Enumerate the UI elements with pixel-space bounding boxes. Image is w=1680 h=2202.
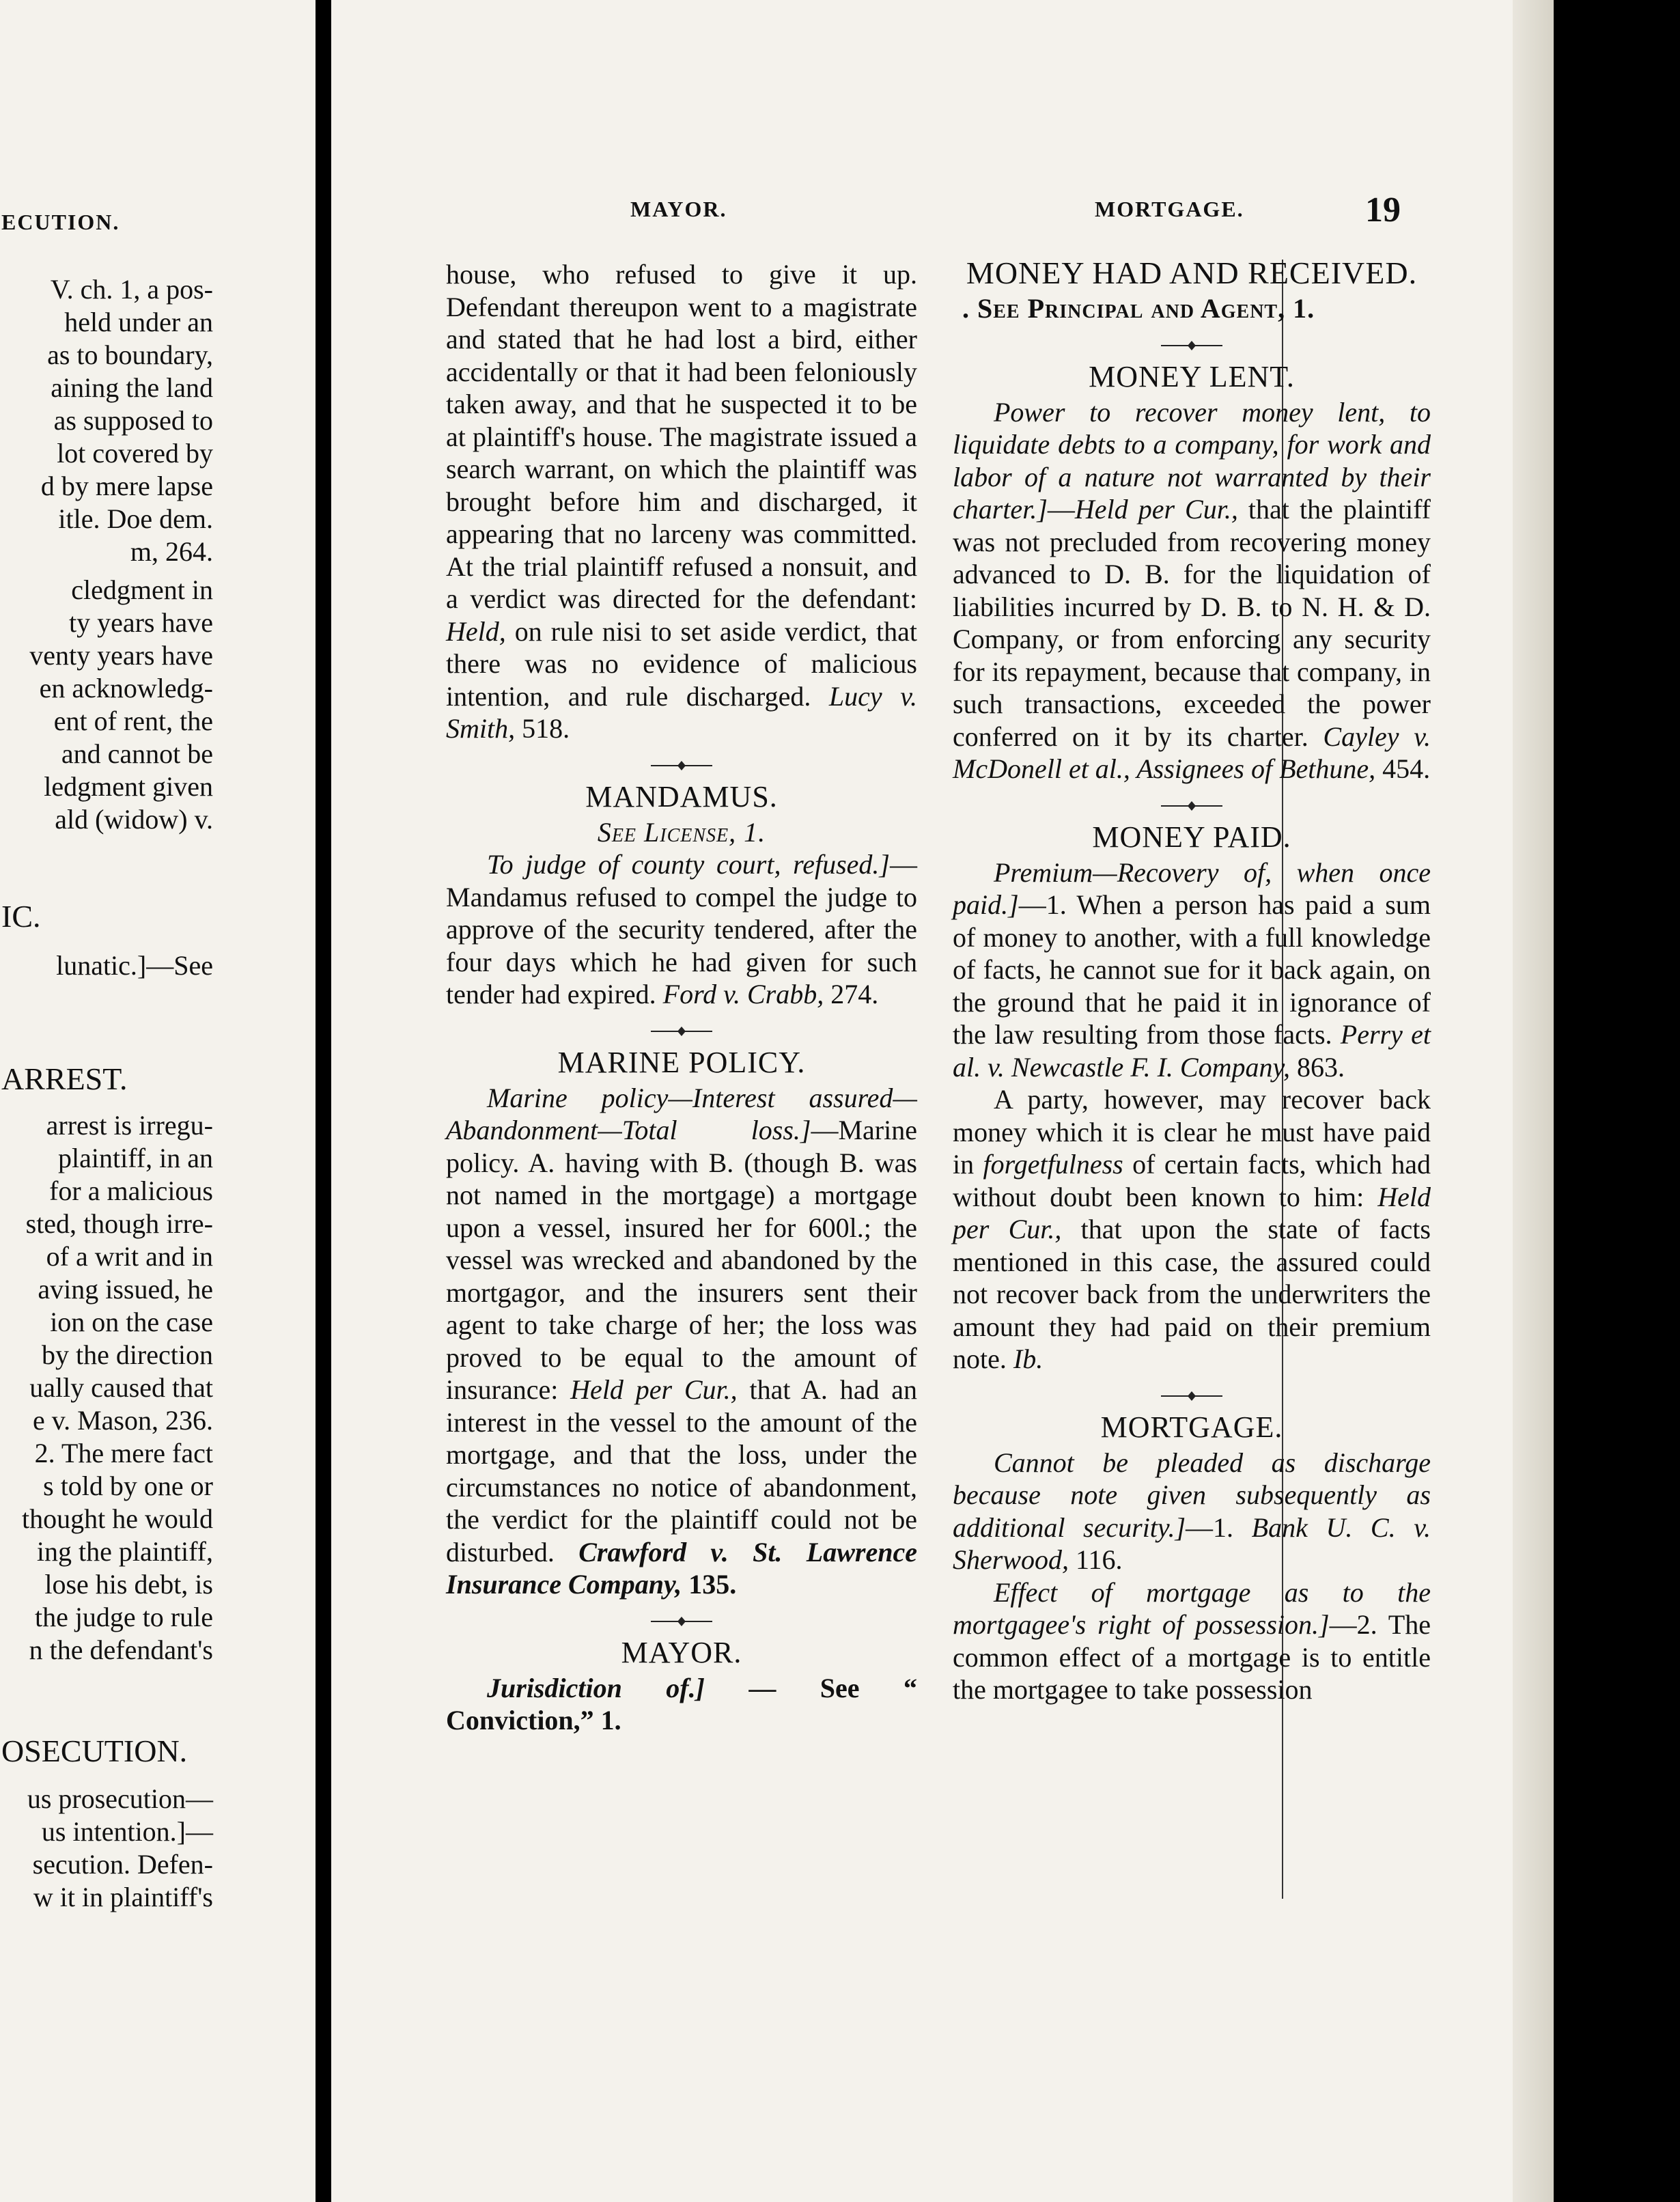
left-page-line: en acknowledg-	[39, 673, 213, 703]
left-page-line: us intention.]—	[41, 1816, 213, 1847]
left-page-line: e v. Mason, 236.	[32, 1405, 213, 1436]
marine-policy-paragraph: Marine policy—Interest assured—Abandonment—Total loss.]—Marine policy. A. having with B. (though B. was not named in the mortgage) a mortgage upon a vessel, insured her for 600l.; the vessel was wrecked and abandoned by the mortgagor, and the insurers sent their agent to take charge of her; the loss was proved to be equal to the amount of insurance: Held per Cur., that A. had an interest in the vessel to the amount of the mortgage, and that the loss, under the circumstances no notice of abandonment, the verdict for the plaintiff could not be disturbed. Crawford v. St. Lawrence Insurance Company, 135.	[446, 1082, 918, 1600]
left-page-line: aining the land	[51, 372, 213, 403]
left-page-line: cledgment in	[71, 574, 213, 605]
left-page-line: ent of rent, the	[53, 706, 213, 736]
left-page-line: ARREST.	[1, 1061, 128, 1096]
heading-money-had-and-received: MONEY HAD AND RECEIVED.	[966, 255, 1418, 290]
left-page-line: OSECUTION.	[1, 1733, 188, 1768]
heading-money-lent: MONEY LENT.	[1089, 359, 1295, 393]
page-number: 19	[1365, 191, 1401, 229]
heading-marine-policy: MARINE POLICY.	[557, 1045, 806, 1079]
left-page-line: as to boundary,	[47, 339, 213, 370]
ornament-divider	[647, 1613, 716, 1630]
left-page-line: of a writ and in	[46, 1241, 213, 1272]
column-right	[953, 254, 1431, 1706]
heading-money-paid: MONEY PAID.	[1092, 820, 1291, 854]
mayor-paragraph: Jurisdiction of.] — See “ Conviction,” 1.	[446, 1672, 917, 1736]
left-page-line: ty years have	[68, 607, 213, 638]
left-page-line: sted, though irre-	[25, 1208, 213, 1239]
ornament-divider	[647, 757, 716, 774]
left-page-line: by the direction	[41, 1339, 213, 1370]
left-page-line: plaintiff, in an	[58, 1143, 213, 1173]
left-page-line: n the defendant's	[29, 1634, 213, 1665]
heading-mortgage: MORTGAGE.	[1100, 1410, 1283, 1444]
left-page-line: ually caused that	[29, 1372, 213, 1403]
left-page-line: the judge to rule	[34, 1602, 213, 1632]
left-page-line: aving issued, he	[38, 1274, 213, 1305]
left-page-line: m, 264.	[130, 536, 213, 567]
money-paid-paragraph-1: Premium—Recovery of, when once paid.]—1. When a person has paid a sum of money to another, with a full knowledge of facts, he cannot sue for it back again, on the ground that he paid it in ignorance of the law resulting from those facts. Perry et al. v. Newcastle F. I. Company, 863.	[953, 856, 1431, 1083]
left-page-line: as supposed to	[53, 405, 213, 436]
ornament-divider	[1158, 798, 1226, 814]
column-left	[446, 258, 917, 1737]
mortgage-paragraph-2: Effect of mortgage as to the mortgagee's right of possession.]—2. The common effect of a mortgage is to entitle the mortgagee to take possession	[953, 1576, 1431, 1705]
left-page-line: d by mere lapse	[40, 471, 213, 501]
continued-paragraph: house, who refused to give it up. Defendant thereupon went to a magistrate and stated that he had lost a bird, either accidentally or that it had been feloniously taken away, and that he suspected it to be at plaintiff's house. The magistrate issued a search warrant, on which the plaintiff was brought before him and discharged, it appearing that no larceny was committed. At the trial plaintiff refused a nonsuit, and a verdict was directed for the defendant: Held, on rule nisi to set aside verdict, that there was no evidence of malicious intention, and rule discharged. Lucy v. Smith, 518.	[446, 259, 917, 744]
left-page-line: lunatic.]—See	[56, 950, 213, 981]
running-header-left: MAYOR.	[630, 197, 727, 221]
left-page-fragment	[0, 0, 316, 2202]
main-page	[331, 0, 1554, 2202]
left-page-line: held under an	[64, 307, 213, 337]
left-page-line: for a malicious	[49, 1175, 213, 1206]
left-page-line: venty years have	[29, 640, 213, 671]
left-page-line: w it in plaintiff's	[33, 1882, 213, 1912]
left-page-line: thought he would	[22, 1503, 213, 1534]
see-reference: See License, 1.	[597, 816, 766, 848]
left-page-line: ing the plaintiff,	[36, 1536, 213, 1567]
money-paid-paragraph-2: A party, however, may recover back money which it is clear he must have paid in forgetfulness of certain facts, which had without doubt been known to him: Held per Cur., that upon the state of facts mentioned in this case, the assured could not recover back from the underwriters the amount they had paid on their premium note. Ib.	[953, 1084, 1431, 1374]
ornament-divider	[647, 1023, 716, 1040]
left-page-line: s told by one or	[43, 1471, 213, 1501]
left-page-line: ECUTION.	[1, 210, 120, 234]
see-reference: . See Principal and Agent, 1.	[962, 293, 1315, 324]
left-page-line: 2. The mere fact	[34, 1438, 213, 1468]
ornament-divider	[1158, 1388, 1226, 1404]
left-page-line: arrest is irregu-	[46, 1110, 213, 1141]
left-page-line: ledgment given	[44, 771, 213, 802]
running-header-right: MORTGAGE.	[1095, 197, 1244, 221]
left-page-line: us prosecution—	[27, 1783, 213, 1814]
ornament-divider	[1158, 337, 1226, 354]
heading-mayor: MAYOR.	[621, 1635, 742, 1669]
left-page-text	[0, 0, 316, 2202]
left-page-line: itle. Doe dem.	[58, 503, 213, 534]
mortgage-paragraph-1: Cannot be pleaded as discharge because note given subsequently as additional security.]—1. Bank U. C. v. Sherwood, 116.	[953, 1447, 1431, 1575]
heading-mandamus: MANDAMUS.	[585, 779, 778, 813]
left-page-line: lot covered by	[57, 438, 213, 469]
left-page-line: V. ch. 1, a pos-	[50, 274, 213, 305]
left-page-line: ion on the case	[50, 1307, 213, 1337]
money-lent-paragraph: Power to recover money lent, to liquidate debts to a company, for work and labor of a nature not warranted by their charter.]—Held per Cur., that the plaintiff was not precluded from recovering money advanced to D. B. for the liquidation of liabilities incurred by D. B. to N. H. & D. Company, or from enforcing any security for its repayment, because that company, in such transactions, exceeded the power conferred on it by its charter. Cayley v. McDonell et al., Assignees of Bethune, 454.	[953, 396, 1431, 784]
left-page-line: and cannot be	[61, 738, 213, 769]
left-page-line: secution. Defen-	[32, 1849, 213, 1880]
left-page-line: IC.	[1, 899, 41, 934]
mandamus-paragraph: To judge of county court, refused.]—Mandamus refused to compel the judge to approve of the security tendered, after the four days which he had given for such tender had expired. Ford v. Crabb, 274.	[446, 849, 917, 1009]
left-page-line: lose his debt, is	[44, 1569, 213, 1600]
left-page-line: ald (widow) v.	[55, 804, 213, 835]
